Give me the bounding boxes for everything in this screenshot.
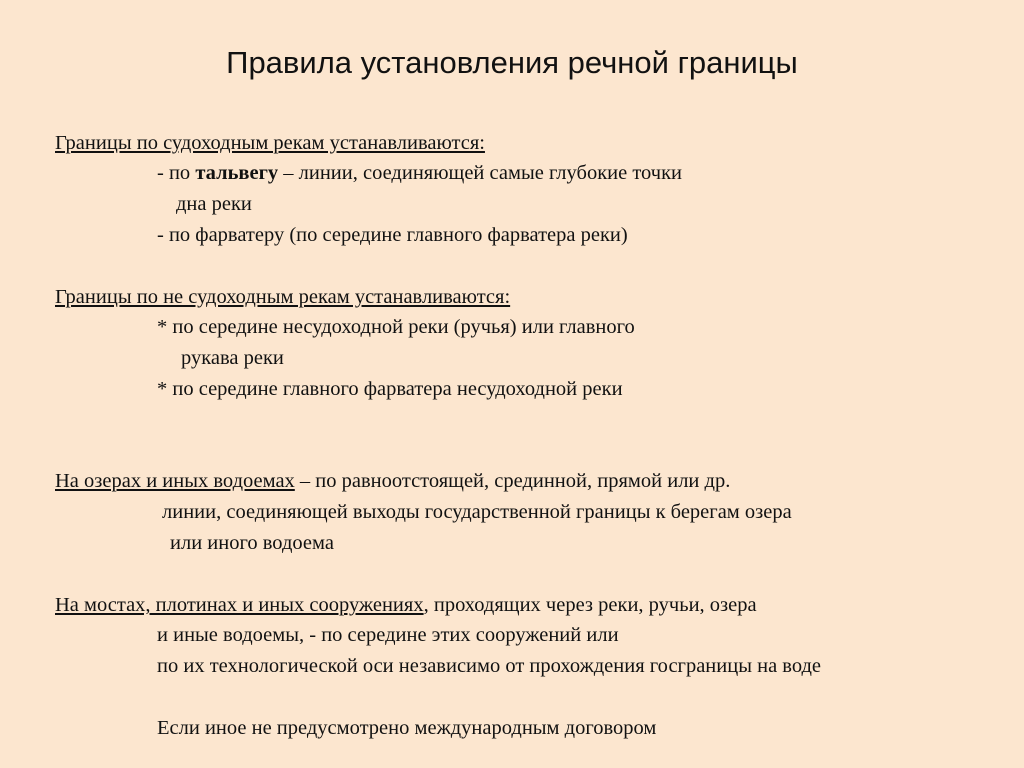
bridges-text: , проходящих через реки, ручьи, озера <box>423 594 757 616</box>
lakes-continuation-1: линии, соединяющей выходы государственной границы к берегам озера <box>162 501 792 523</box>
non-navigable-item-middle-continuation: рукава реки <box>181 347 284 369</box>
navigable-item-fairway: - по фарватеру (по середине главного фарватера реки) <box>157 224 628 246</box>
navigable-rivers-heading: Границы по судоходным рекам устанавливаются: <box>55 132 485 154</box>
non-navigable-item-fairway: * по середине главного фарватера несудоходной реки <box>157 378 623 400</box>
footnote: Если иное не предусмотрено международным договором <box>157 717 657 739</box>
navigable-item-thalweg-prefix: - по <box>157 162 196 184</box>
navigable-item-thalweg-continuation: дна реки <box>176 193 252 215</box>
lakes-heading: На озерах и иных водоемах <box>55 470 295 492</box>
bridges-paragraph <box>55 592 757 618</box>
non-navigable-item-middle: * по середине несудоходной реки (ручья) или главного <box>157 316 635 338</box>
navigable-item-thalweg <box>157 160 682 186</box>
bridges-continuation-1: и иные водоемы, - по середине этих сооружений или <box>157 624 619 646</box>
bridges-continuation-2: по их технологической оси независимо от прохождения госграницы на воде <box>157 655 822 677</box>
lakes-continuation-2: или иного водоема <box>170 532 334 554</box>
lakes-text: – по равноотстоящей, срединной, прямой или др. <box>294 470 731 492</box>
non-navigable-rivers-heading: Границы по не судоходным рекам устанавливаются: <box>55 286 511 308</box>
navigable-item-thalweg-text: – линии, соединяющей самые глубокие точки <box>278 162 683 184</box>
slide-title: Правила установления речной границы <box>226 45 798 80</box>
thalweg-term: тальвегу <box>195 162 279 184</box>
bridges-heading: На мостах, плотинах и иных сооружениях <box>55 594 424 616</box>
lakes-paragraph <box>55 468 730 494</box>
